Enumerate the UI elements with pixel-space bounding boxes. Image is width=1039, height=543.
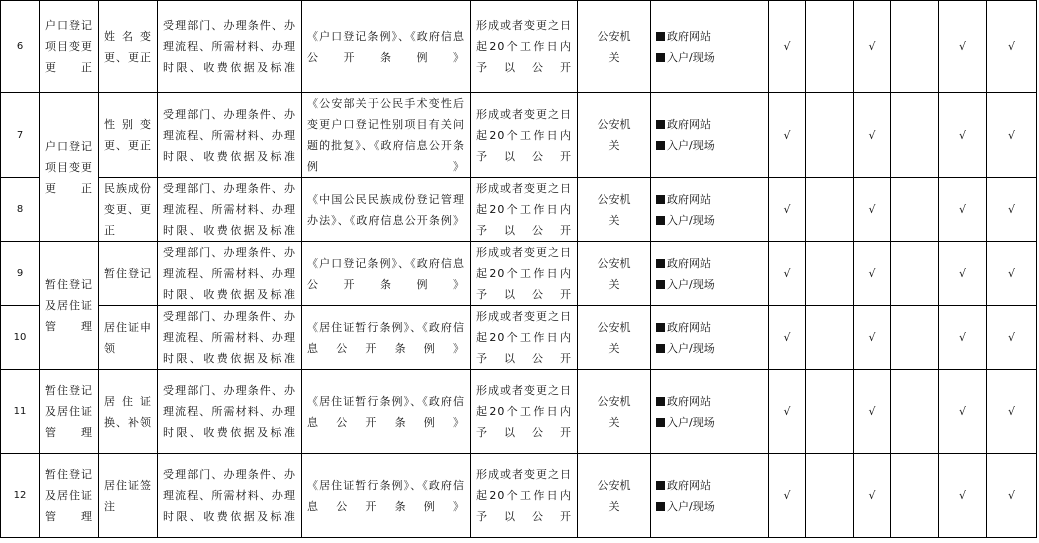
channel-item: 入户/现场: [656, 412, 763, 433]
table-row: [1, 370, 1037, 454]
channel-cell: [651, 178, 769, 242]
channel-item: 政府网站: [656, 391, 763, 412]
check-cell: [891, 306, 939, 370]
check-cell: √: [939, 242, 987, 306]
check-cell: √: [769, 93, 806, 178]
check-cell: √: [939, 370, 987, 454]
check-cell: √: [939, 1, 987, 93]
check-cell: √: [939, 454, 987, 538]
check-cell: [806, 306, 854, 370]
check-cell: √: [854, 306, 891, 370]
channel-item: 政府网站: [656, 317, 763, 338]
check-cell: √: [987, 93, 1037, 178]
black-square-icon: [656, 120, 665, 129]
table-row: [1, 306, 1037, 370]
channel-item: 政府网站: [656, 114, 763, 135]
check-cell: √: [854, 242, 891, 306]
content-cell: 受理部门、办理条件、办理流程、所需材料、办理时限、收费依据及标准: [158, 454, 302, 538]
check-cell: √: [987, 306, 1037, 370]
black-square-icon: [656, 502, 665, 511]
content-cell: 受理部门、办理条件、办理流程、所需材料、办理时限、收费依据及标准: [158, 93, 302, 178]
row-number: 8: [1, 178, 40, 242]
deadline-cell: 形成或者变更之日起20个工作日内予以公开: [471, 93, 578, 178]
row-number: 12: [1, 454, 40, 538]
channel-item: 入户/现场: [656, 338, 763, 359]
subject-cell: 公安机关: [578, 242, 651, 306]
check-cell: √: [939, 306, 987, 370]
channel-item: 入户/现场: [656, 274, 763, 295]
black-square-icon: [656, 32, 665, 41]
subject-cell: 公安机关: [578, 1, 651, 93]
channel-item: 政府网站: [656, 26, 763, 47]
check-cell: √: [854, 454, 891, 538]
check-cell: √: [854, 1, 891, 93]
table-row: [1, 178, 1037, 242]
check-cell: √: [939, 178, 987, 242]
category-cell: 户口登记项目变更更正: [40, 93, 99, 242]
check-cell: √: [769, 1, 806, 93]
basis-cell: 《中国公民民族成份登记管理办法》、《政府信息公开条例》: [302, 178, 471, 242]
row-number: 10: [1, 306, 40, 370]
channel-item: 入户/现场: [656, 496, 763, 517]
check-cell: √: [987, 370, 1037, 454]
check-cell: √: [769, 178, 806, 242]
black-square-icon: [656, 195, 665, 204]
category-cell: 户口登记项目变更更正: [40, 1, 99, 93]
check-cell: [891, 178, 939, 242]
basis-cell: 《居住证暂行条例》、《政府信息公开条例》: [302, 306, 471, 370]
deadline-cell: 形成或者变更之日起20个工作日内予以公开: [471, 306, 578, 370]
subject-cell: 公安机关: [578, 178, 651, 242]
channel-cell: [651, 242, 769, 306]
check-cell: [806, 242, 854, 306]
basis-cell: 《居住证暂行条例》、《政府信息公开条例》: [302, 454, 471, 538]
subject-cell: 公安机关: [578, 370, 651, 454]
check-cell: √: [769, 370, 806, 454]
check-cell: √: [939, 93, 987, 178]
basis-cell: 《居住证暂行条例》、《政府信息公开条例》: [302, 370, 471, 454]
channel-cell: [651, 454, 769, 538]
content-cell: 受理部门、办理条件、办理流程、所需材料、办理时限、收费依据及标准: [158, 1, 302, 93]
black-square-icon: [656, 141, 665, 150]
channel-item: 政府网站: [656, 475, 763, 496]
check-cell: [806, 454, 854, 538]
item-cell: 性别变更、更正: [99, 93, 158, 178]
item-cell: 民族成份变更、更正: [99, 178, 158, 242]
channel-item: 入户/现场: [656, 47, 763, 68]
check-cell: [891, 370, 939, 454]
black-square-icon: [656, 323, 665, 332]
deadline-cell: 形成或者变更之日起20个工作日内予以公开: [471, 242, 578, 306]
deadline-cell: 形成或者变更之日起20个工作日内予以公开: [471, 370, 578, 454]
table-row: [1, 1, 1037, 93]
row-number: 11: [1, 370, 40, 454]
black-square-icon: [656, 397, 665, 406]
check-cell: [891, 454, 939, 538]
subject-cell: 公安机关: [578, 454, 651, 538]
check-cell: √: [987, 178, 1037, 242]
category-cell: 暂住登记及居住证管理: [40, 242, 99, 370]
channel-item: 政府网站: [656, 253, 763, 274]
check-cell: [891, 242, 939, 306]
deadline-cell: 形成或者变更之日起20个工作日内予以公开: [471, 454, 578, 538]
check-cell: √: [854, 178, 891, 242]
check-cell: [806, 178, 854, 242]
item-cell: 居住证申领: [99, 306, 158, 370]
basis-cell: 《公安部关于公民手术变性后变更户口登记性别项目有关问题的批复》、《政府信息公开条例》: [302, 93, 471, 178]
basis-cell: 《户口登记条例》、《政府信息公开条例》: [302, 1, 471, 93]
table-row: [1, 454, 1037, 538]
black-square-icon: [656, 53, 665, 62]
check-cell: √: [987, 1, 1037, 93]
row-number: 6: [1, 1, 40, 93]
channel-cell: [651, 1, 769, 93]
black-square-icon: [656, 280, 665, 289]
channel-item: 入户/现场: [656, 135, 763, 156]
content-cell: 受理部门、办理条件、办理流程、所需材料、办理时限、收费依据及标准: [158, 306, 302, 370]
channel-item: 入户/现场: [656, 210, 763, 231]
channel-cell: [651, 370, 769, 454]
check-cell: [806, 370, 854, 454]
category-cell: 暂住登记及居住证管理: [40, 454, 99, 538]
subject-cell: 公安机关: [578, 306, 651, 370]
content-cell: 受理部门、办理条件、办理流程、所需材料、办理时限、收费依据及标准: [158, 178, 302, 242]
black-square-icon: [656, 344, 665, 353]
item-cell: 居住证换、补领: [99, 370, 158, 454]
item-cell: 居住证签注: [99, 454, 158, 538]
check-cell: [891, 1, 939, 93]
basis-cell: 《户口登记条例》、《政府信息公开条例》: [302, 242, 471, 306]
black-square-icon: [656, 216, 665, 225]
check-cell: √: [987, 242, 1037, 306]
channel-cell: [651, 93, 769, 178]
black-square-icon: [656, 481, 665, 490]
check-cell: [891, 93, 939, 178]
check-cell: √: [854, 93, 891, 178]
deadline-cell: 形成或者变更之日起20个工作日内予以公开: [471, 178, 578, 242]
content-cell: 受理部门、办理条件、办理流程、所需材料、办理时限、收费依据及标准: [158, 242, 302, 306]
deadline-cell: 形成或者变更之日起20个工作日内予以公开: [471, 1, 578, 93]
black-square-icon: [656, 259, 665, 268]
check-cell: [806, 93, 854, 178]
check-cell: [806, 1, 854, 93]
check-cell: √: [854, 370, 891, 454]
subject-cell: 公安机关: [578, 93, 651, 178]
check-cell: √: [769, 242, 806, 306]
check-cell: √: [987, 454, 1037, 538]
item-cell: 暂住登记: [99, 242, 158, 306]
black-square-icon: [656, 418, 665, 427]
check-cell: √: [769, 454, 806, 538]
row-number: 7: [1, 93, 40, 178]
content-cell: 受理部门、办理条件、办理流程、所需材料、办理时限、收费依据及标准: [158, 370, 302, 454]
table-row: [1, 242, 1037, 306]
category-cell: 暂住登记及居住证管理: [40, 370, 99, 454]
channel-cell: [651, 306, 769, 370]
channel-item: 政府网站: [656, 189, 763, 210]
item-cell: 姓名变更、更正: [99, 1, 158, 93]
table-row: [1, 93, 1037, 178]
check-cell: √: [769, 306, 806, 370]
row-number: 9: [1, 242, 40, 306]
